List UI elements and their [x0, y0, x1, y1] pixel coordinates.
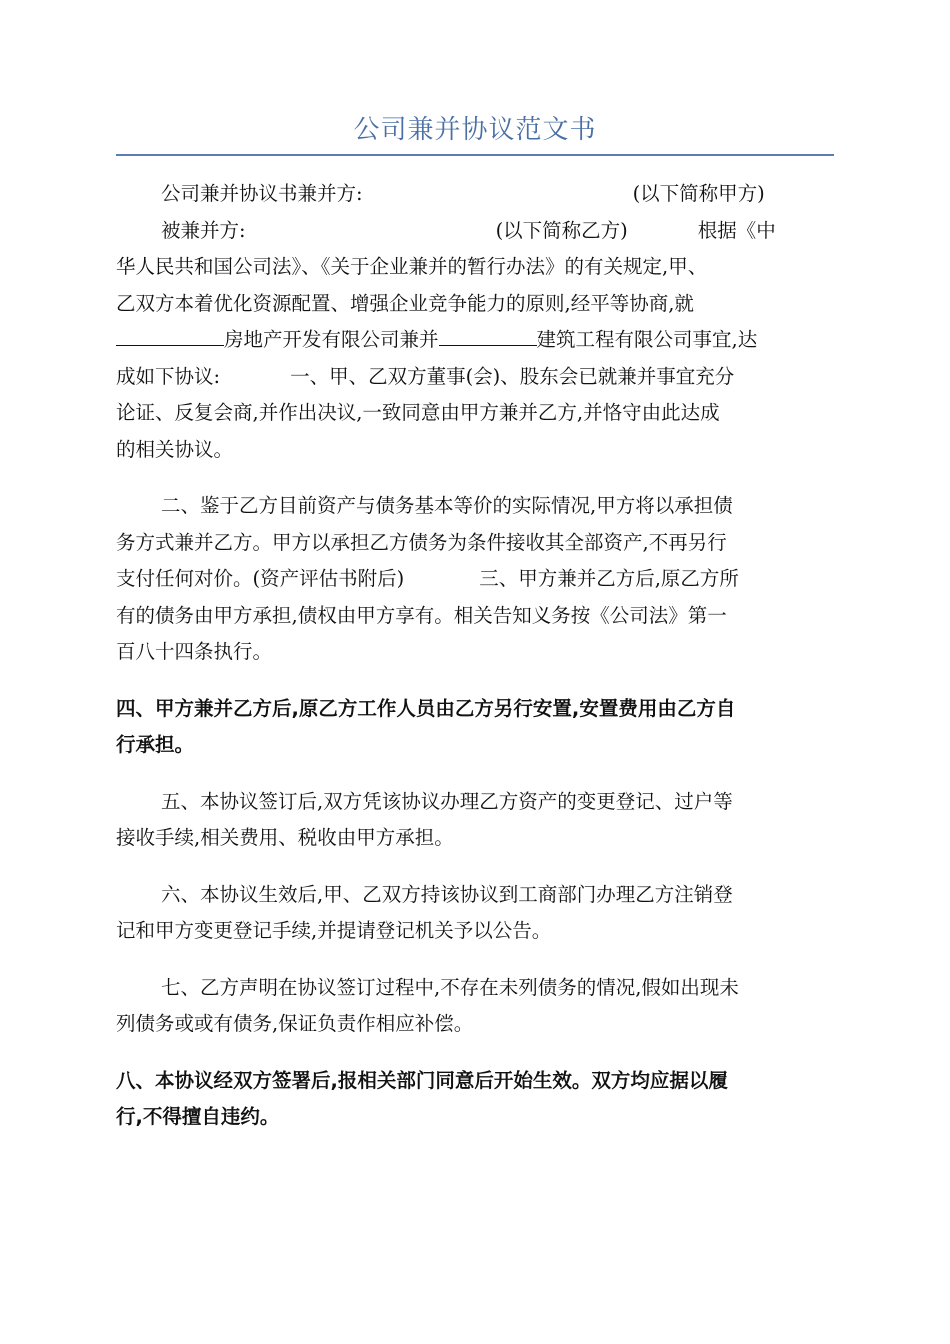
text-line: 行承担。	[116, 733, 195, 756]
line-agreement-start	[116, 359, 834, 396]
text-line: 百八十四条执行。	[116, 640, 273, 663]
text-line: 列债务或或有债务,保证负责作相应补偿。	[116, 1012, 474, 1035]
line-asset-appraisal	[116, 561, 834, 598]
text-line: 六、本协议生效后,甲、乙双方持该协议到工商部门办理乙方注销登	[161, 882, 733, 906]
paragraph-clause-four	[116, 691, 834, 764]
company-name-blank-a	[116, 327, 224, 346]
clause-one-start: 一、甲、乙双方董事(会)、股东会已就兼并事宜充分	[290, 364, 735, 388]
title-underline	[116, 154, 834, 156]
paragraph-parties	[116, 176, 834, 468]
text-line: 二、鉴于乙方目前资产与债务基本等价的实际情况,甲方将以承担债	[161, 494, 733, 517]
agreement-intro: 成如下协议:	[116, 364, 221, 388]
document-body	[116, 176, 834, 1136]
paragraph-clause-two	[116, 488, 834, 671]
party-a-alias: (以下简称甲方)	[632, 182, 765, 205]
text-line: 论证、反复会商,并作出决议,一致同意由甲方兼并乙方,并恪守由此达成	[116, 401, 720, 424]
text-line: 八、本协议经双方签署后,报相关部门同意后开始生效。双方均应据以履	[116, 1068, 728, 1092]
basis-text-start: 根据《中	[697, 218, 776, 242]
text-line: 的相关协议。	[116, 437, 234, 461]
text-line: 记和甲方变更登记手续,并提请登记机关予以公告。	[116, 919, 552, 942]
merged-party-label: 被兼并方:	[161, 218, 246, 242]
party-b-alias: (以下简称乙方)	[495, 218, 628, 242]
line-merger-party	[116, 176, 834, 213]
text-line: 七、乙方声明在协议签订过程中,不存在未列债务的情况,假如出现未	[161, 975, 739, 999]
document-title: 公司兼并协议范文书	[353, 115, 597, 145]
text-line: 行,不得擅自违约。	[116, 1105, 280, 1128]
text-line: 务方式兼并乙方。甲方以承担乙方债务为条件接收其全部资产,不再另行	[116, 530, 727, 554]
merger-party-label: 公司兼并协议书兼并方:	[161, 182, 363, 205]
text-line: 华人民共和国公司法》、《关于企业兼并的暂行办法》的有关规定,甲、	[116, 255, 708, 278]
text-line: 接收手续,相关费用、税收由甲方承担。	[116, 826, 454, 849]
company-name-blank-b	[439, 327, 537, 346]
line-company-names	[116, 322, 834, 359]
asset-appraisal-note: 支付任何对价。(资产评估书附后)	[116, 567, 405, 590]
real-estate-company-text: 房地产开发有限公司兼并	[224, 328, 439, 351]
clause-three-start: 三、甲方兼并乙方后,原乙方所	[479, 567, 739, 590]
construction-company-text: 建筑工程有限公司事宜,达	[536, 328, 758, 351]
line-merged-party	[116, 213, 834, 250]
paragraph-clause-seven	[116, 970, 834, 1043]
text-line: 乙双方本着优化资源配置、增强企业竞争能力的原则,经平等协商,就	[116, 291, 694, 315]
document-title-container	[116, 112, 834, 148]
paragraph-clause-six	[116, 877, 834, 950]
text-line: 有的债务由甲方承担,债权由甲方享有。相关告知义务按《公司法》第一	[116, 603, 727, 627]
paragraph-clause-eight	[116, 1063, 834, 1136]
paragraph-clause-five	[116, 784, 834, 857]
text-line: 五、本协议签订后,双方凭该协议办理乙方资产的变更登记、过户等	[161, 789, 733, 813]
text-line: 四、甲方兼并乙方后,原乙方工作人员由乙方另行安置,安置费用由乙方自	[116, 696, 736, 720]
